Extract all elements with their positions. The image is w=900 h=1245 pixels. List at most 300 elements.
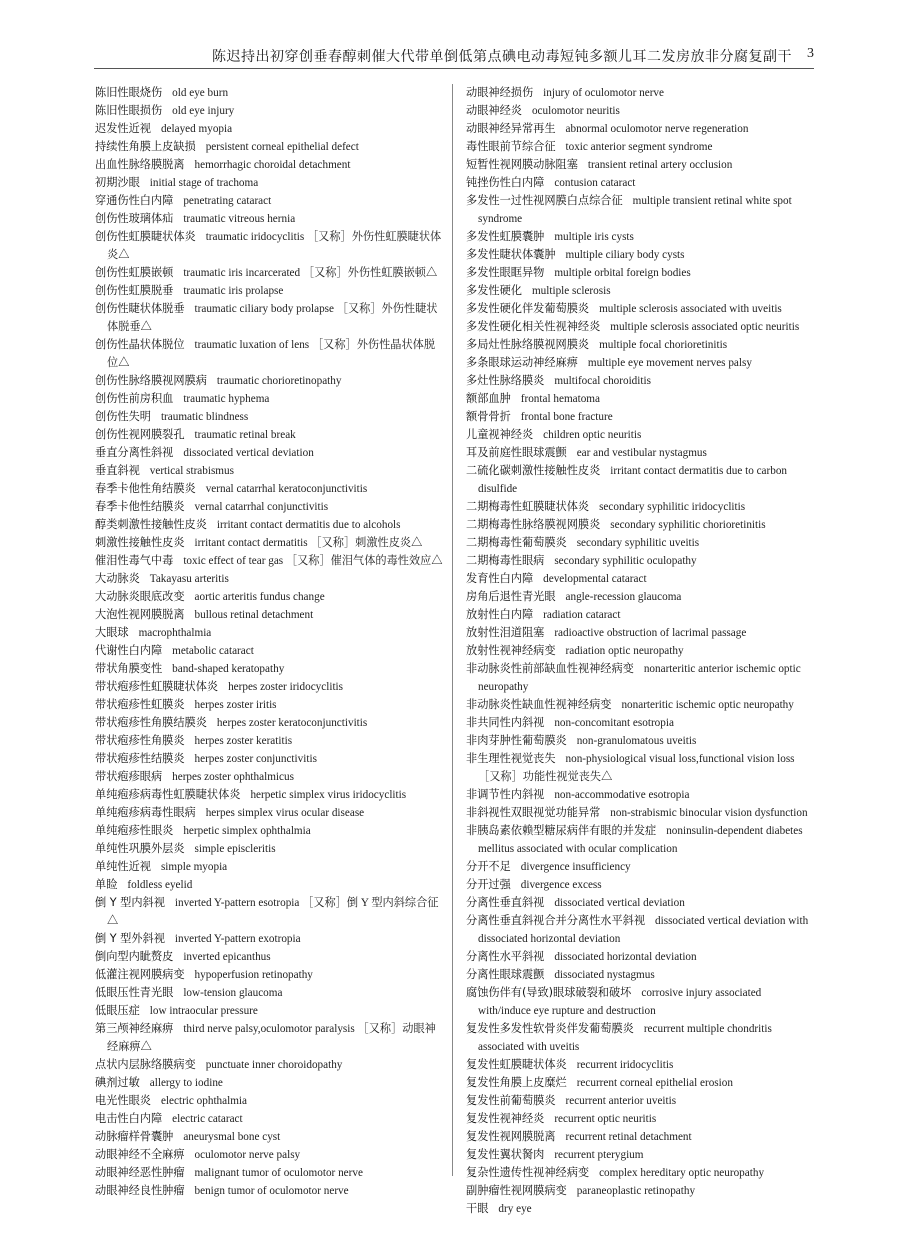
glossary-entry xyxy=(95,498,445,516)
english-term: hemorrhagic choroidal detachment xyxy=(194,159,351,171)
chinese-term: 多发性硬化伴发葡萄膜炎 xyxy=(466,302,590,315)
chinese-term: 非肉芽肿性葡萄膜炎 xyxy=(466,734,567,747)
english-term: traumatic iris incarcerated ［又称］外伤性虹膜嵌顿△ xyxy=(183,267,438,279)
chinese-term: 创伤性前房积血 xyxy=(95,392,174,405)
english-term: radioactive obstruction of lacrimal passage xyxy=(554,627,747,639)
glossary-entry xyxy=(95,1146,445,1164)
english-term: abnormal oculomotor nerve regeneration xyxy=(565,123,749,135)
english-term: divergence insufficiency xyxy=(520,861,631,873)
chinese-term: 额骨骨折 xyxy=(466,410,511,423)
english-term: allergy to iodine xyxy=(149,1077,223,1089)
chinese-term: 动眼神经损伤 xyxy=(466,86,534,99)
chinese-term: 放射性视神经病变 xyxy=(466,644,556,657)
chinese-term: 二期梅毒性眼病 xyxy=(466,554,545,567)
chinese-term: 低眼压性青光眼 xyxy=(95,986,174,999)
glossary-entry xyxy=(466,642,816,660)
english-term: electric ophthalmia xyxy=(160,1095,247,1107)
english-term: herpes zoster conjunctivitis xyxy=(194,753,317,765)
chinese-term: 创伤性脉络膜视网膜病 xyxy=(95,374,207,387)
glossary-entry xyxy=(466,912,816,948)
glossary-entry xyxy=(95,966,445,984)
chinese-term: 分离性垂直斜视 xyxy=(466,896,545,909)
glossary-entry xyxy=(466,138,816,156)
english-term: old eye burn xyxy=(172,87,229,99)
glossary-entry xyxy=(95,876,445,894)
chinese-term: 复发性视网膜脱离 xyxy=(466,1130,556,1143)
chinese-term: 醇类刺激性接触性皮炎 xyxy=(95,518,207,531)
glossary-entry xyxy=(466,876,816,894)
glossary-entry xyxy=(95,606,445,624)
glossary-entry xyxy=(95,804,445,822)
english-term: low intraocular pressure xyxy=(149,1005,258,1017)
glossary-entry xyxy=(466,714,816,732)
glossary-entry xyxy=(95,102,445,120)
english-term: recurrent retinal detachment xyxy=(565,1131,692,1143)
chinese-term: 儿童视神经炎 xyxy=(466,428,534,441)
english-term: multiple transient retinal white spot syndrome xyxy=(478,195,792,225)
glossary-entry xyxy=(466,102,816,120)
glossary-entry xyxy=(95,408,445,426)
glossary-entry xyxy=(466,300,816,318)
english-term: irritant contact dermatitis ［又称］刺激性皮炎△ xyxy=(194,537,423,549)
chinese-term: 刺激性接触性皮炎 xyxy=(95,536,185,549)
english-term: herpes zoster keratitis xyxy=(194,735,293,747)
glossary-entry xyxy=(95,192,445,210)
english-term: secondary syphilitic chorioretinitis xyxy=(610,519,766,531)
glossary-entry xyxy=(466,174,816,192)
english-term: traumatic luxation of lens ［又称］外伤性晶状体脱位△ xyxy=(107,339,436,369)
glossary-entry xyxy=(95,372,445,390)
chinese-term: 复发性翼状胬肉 xyxy=(466,1148,545,1161)
glossary-entry xyxy=(466,750,816,786)
chinese-term: 穿通伤性白内障 xyxy=(95,194,174,207)
chinese-term: 短暂性视网膜动脉阻塞 xyxy=(466,158,578,171)
chinese-term: 单纯疱疹病毒性眼病 xyxy=(95,806,196,819)
glossary-entry xyxy=(95,1164,445,1182)
english-term: angle-recession glaucoma xyxy=(565,591,682,603)
chinese-term: 多发性硬化相关性视神经炎 xyxy=(466,320,601,333)
glossary-entry xyxy=(95,282,445,300)
glossary-entry xyxy=(466,264,816,282)
chinese-term: 多灶性脉络膜炎 xyxy=(466,374,545,387)
glossary-entry xyxy=(95,750,445,768)
glossary-entry xyxy=(95,1182,445,1200)
glossary-entry xyxy=(95,984,445,1002)
chinese-term: 干眼 xyxy=(466,1202,489,1215)
glossary-entry xyxy=(95,1092,445,1110)
english-term: recurrent iridocyclitis xyxy=(576,1059,674,1071)
chinese-term: 复发性前葡萄膜炎 xyxy=(466,1094,556,1107)
glossary-entry xyxy=(466,516,816,534)
glossary-entry xyxy=(466,624,816,642)
english-term: children optic neuritis xyxy=(543,429,642,441)
glossary-entry xyxy=(466,1074,816,1092)
chinese-term: 低眼压症 xyxy=(95,1004,140,1017)
chinese-term: 二期梅毒性脉络膜视网膜炎 xyxy=(466,518,601,531)
glossary-entry xyxy=(95,462,445,480)
english-term: nonarteritic ischemic optic neuropathy xyxy=(621,699,794,711)
english-term: developmental cataract xyxy=(543,573,647,585)
chinese-term: 垂直分离性斜视 xyxy=(95,446,174,459)
glossary-entry xyxy=(95,948,445,966)
chinese-term: 复发性多发性软骨炎伴发葡萄膜炎 xyxy=(466,1022,634,1035)
english-term: non-concomitant esotropia xyxy=(554,717,674,729)
chinese-term: 分离性垂直斜视合并分离性水平斜视 xyxy=(466,914,646,927)
chinese-term: 倒向型内眦赘皮 xyxy=(95,950,174,963)
english-term: multiple orbital foreign bodies xyxy=(554,267,691,279)
english-term: toxic anterior segment syndrome xyxy=(565,141,713,153)
english-term: dissociated nystagmus xyxy=(554,969,655,981)
glossary-entry xyxy=(95,480,445,498)
glossary-entry xyxy=(466,282,816,300)
english-term: irritant contact dermatitis due to alcohols xyxy=(216,519,401,531)
english-term: hypoperfusion retinopathy xyxy=(194,969,313,981)
chinese-term: 二期梅毒性葡萄膜炎 xyxy=(466,536,567,549)
glossary-entry xyxy=(466,786,816,804)
english-term: benign tumor of oculomotor nerve xyxy=(194,1185,349,1197)
chinese-term: 多条眼球运动神经麻痹 xyxy=(466,356,578,369)
english-term: traumatic ciliary body prolapse ［又称］外伤性睫状体脱垂△ xyxy=(107,303,438,333)
chinese-term: 带状疱疹眼病 xyxy=(95,770,163,783)
english-term: simple episcleritis xyxy=(194,843,276,855)
chinese-term: 非调节性内斜视 xyxy=(466,788,545,801)
glossary-entry xyxy=(95,84,445,102)
glossary-entry xyxy=(95,1074,445,1092)
chinese-term: 迟发性近视 xyxy=(95,122,151,135)
english-term: ear and vestibular nystagmus xyxy=(576,447,707,459)
english-term: dry eye xyxy=(498,1203,532,1215)
english-term: recurrent pterygium xyxy=(554,1149,644,1161)
chinese-term: 创伤性虹膜嵌顿 xyxy=(95,266,174,279)
chinese-term: 带状疱疹性虹膜睫状体炎 xyxy=(95,680,219,693)
chinese-term: 非斜视性双眼视觉功能异常 xyxy=(466,806,601,819)
chinese-term: 单纯疱疹性眼炎 xyxy=(95,824,174,837)
glossary-entry xyxy=(466,822,816,858)
glossary-entry xyxy=(95,156,445,174)
glossary-entry xyxy=(466,1110,816,1128)
chinese-term: 碘剂过敏 xyxy=(95,1076,140,1089)
chinese-term: 非生理性视觉丧失 xyxy=(466,752,556,765)
english-term: foldless eyelid xyxy=(127,879,193,891)
chinese-term: 动眼神经恶性肿瘤 xyxy=(95,1166,185,1179)
english-term: multiple sclerosis associated optic neuritis xyxy=(610,321,800,333)
chinese-term: 钝挫伤性白内障 xyxy=(466,176,545,189)
english-term: oculomotor nerve palsy xyxy=(194,1149,301,1161)
glossary-entry xyxy=(95,624,445,642)
glossary-entry xyxy=(95,210,445,228)
glossary-entry xyxy=(466,984,816,1020)
chinese-term: 电击性白内障 xyxy=(95,1112,163,1125)
english-term: multiple iris cysts xyxy=(554,231,634,243)
chinese-term: 非共同性内斜视 xyxy=(466,716,545,729)
chinese-term: 动眼神经良性肿瘤 xyxy=(95,1184,185,1197)
chinese-term: 房角后退性青光眼 xyxy=(466,590,556,603)
glossary-entry xyxy=(95,300,445,336)
english-term: dissociated vertical deviation with dissociated horizontal deviation xyxy=(478,915,809,945)
english-term: toxic effect of tear gas ［又称］催泪气体的毒性效应△ xyxy=(183,555,443,567)
english-term: secondary syphilitic uveitis xyxy=(576,537,700,549)
chinese-term: 出血性脉络膜脱离 xyxy=(95,158,185,171)
chinese-term: 复发性视神经炎 xyxy=(466,1112,545,1125)
english-term: delayed myopia xyxy=(160,123,233,135)
chinese-term: 二期梅毒性虹膜睫状体炎 xyxy=(466,500,590,513)
glossary-entry xyxy=(466,192,816,228)
glossary-entry xyxy=(466,732,816,750)
chinese-term: 带状疱疹性虹膜炎 xyxy=(95,698,185,711)
chinese-term: 单睑 xyxy=(95,878,118,891)
chinese-term: 动眼神经不全麻痹 xyxy=(95,1148,185,1161)
english-term: herpes zoster keratoconjunctivitis xyxy=(216,717,368,729)
glossary-entry xyxy=(95,930,445,948)
glossary-entry xyxy=(95,516,445,534)
glossary-entry xyxy=(95,264,445,282)
english-term: traumatic chorioretinopathy xyxy=(216,375,342,387)
glossary-entry xyxy=(95,174,445,192)
glossary-entry xyxy=(95,336,445,372)
glossary-entry xyxy=(466,1056,816,1074)
glossary-entry xyxy=(95,552,445,570)
glossary-entry xyxy=(95,696,445,714)
english-term: dissociated vertical deviation xyxy=(554,897,685,909)
glossary-entry xyxy=(466,426,816,444)
glossary-entry xyxy=(95,840,445,858)
glossary-entry xyxy=(95,390,445,408)
glossary-entry xyxy=(95,444,445,462)
glossary-entry xyxy=(466,1146,816,1164)
english-term: multiple eye movement nerves palsy xyxy=(587,357,752,369)
glossary-entry xyxy=(95,1020,445,1056)
chinese-term: 额部血肿 xyxy=(466,392,511,405)
chinese-term: 低灌注视网膜病变 xyxy=(95,968,185,981)
chinese-term: 多发性眼眶异物 xyxy=(466,266,545,279)
chinese-term: 春季卡他性角结膜炎 xyxy=(95,482,196,495)
english-term: recurrent multiple chondritis associated with uveitis xyxy=(478,1023,772,1053)
glossary-entry xyxy=(466,804,816,822)
english-term: aortic arteritis fundus change xyxy=(194,591,325,603)
english-term: multiple ciliary body cysts xyxy=(565,249,685,261)
english-term: malignant tumor of oculomotor nerve xyxy=(194,1167,363,1179)
chinese-term: 带状疱疹性结膜炎 xyxy=(95,752,185,765)
chinese-term: 创伤性晶状体脱位 xyxy=(95,338,185,351)
glossary-entry xyxy=(95,120,445,138)
english-term: secondary syphilitic oculopathy xyxy=(554,555,697,567)
english-term: band-shaped keratopathy xyxy=(172,663,285,675)
glossary-entry xyxy=(95,1002,445,1020)
right-column xyxy=(466,84,816,1218)
chinese-term: 陈旧性眼烧伤 xyxy=(95,86,163,99)
english-term: non-accommodative esotropia xyxy=(554,789,690,801)
chinese-term: 非胰岛素依赖型糖尿病伴有眼的并发症 xyxy=(466,824,657,837)
glossary-entry xyxy=(95,426,445,444)
english-term: herpes zoster ophthalmicus xyxy=(172,771,294,783)
english-term: punctuate inner choroidopathy xyxy=(205,1059,343,1071)
glossary-entry xyxy=(95,1056,445,1074)
chinese-term: 创伤性视网膜裂孔 xyxy=(95,428,185,441)
english-term: multiple sclerosis associated with uveitis xyxy=(599,303,782,315)
glossary-entry xyxy=(466,84,816,102)
chinese-term: 带状疱疹性角膜炎 xyxy=(95,734,185,747)
glossary-entry xyxy=(466,858,816,876)
chinese-term: 二硫化碳刺激性接触性皮炎 xyxy=(466,464,601,477)
english-term: traumatic iris prolapse xyxy=(183,285,284,297)
chinese-term: 分开不足 xyxy=(466,860,511,873)
glossary-entry xyxy=(466,462,816,498)
english-term: secondary syphilitic iridocyclitis xyxy=(599,501,746,513)
english-term: recurrent anterior uveitis xyxy=(565,1095,677,1107)
english-term: persistent corneal epithelial defect xyxy=(205,141,359,153)
glossary-entry xyxy=(466,660,816,696)
chinese-term: 垂直斜视 xyxy=(95,464,140,477)
glossary-entry xyxy=(95,678,445,696)
chinese-term: 点状内层脉络膜病变 xyxy=(95,1058,196,1071)
chinese-term: 复杂性遗传性视神经病变 xyxy=(466,1166,590,1179)
chinese-term: 大动脉炎 xyxy=(95,572,140,585)
glossary-entry xyxy=(466,570,816,588)
english-term: bullous retinal detachment xyxy=(194,609,314,621)
running-header xyxy=(94,44,814,69)
chinese-term: 持续性角膜上皮缺损 xyxy=(95,140,196,153)
chinese-term: 创伤性睫状体脱垂 xyxy=(95,302,185,315)
chinese-term: 多局灶性脉络膜视网膜炎 xyxy=(466,338,590,351)
glossary-entry xyxy=(466,534,816,552)
english-term: Takayasu arteritis xyxy=(149,573,229,585)
english-term: radiation optic neuropathy xyxy=(565,645,684,657)
chinese-term: 带状角膜变性 xyxy=(95,662,163,675)
english-term: dissociated horizontal deviation xyxy=(554,951,697,963)
glossary-entry xyxy=(466,156,816,174)
english-term: recurrent corneal epithelial erosion xyxy=(576,1077,733,1089)
english-term: radiation cataract xyxy=(543,609,621,621)
chinese-term: 创伤性虹膜脱垂 xyxy=(95,284,174,297)
chinese-term: 副肿瘤性视网膜病变 xyxy=(466,1184,567,1197)
glossary-entry xyxy=(95,534,445,552)
english-term: injury of oculomotor nerve xyxy=(543,87,664,99)
chinese-term: 复发性虹膜睫状体炎 xyxy=(466,1058,567,1071)
english-term: traumatic vitreous hernia xyxy=(183,213,296,225)
chinese-term: 发育性白内障 xyxy=(466,572,534,585)
english-term: herpetic simplex virus iridocyclitis xyxy=(250,789,407,801)
chinese-term: 分离性水平斜视 xyxy=(466,950,545,963)
english-term: contusion cataract xyxy=(554,177,636,189)
glossary-entry xyxy=(95,714,445,732)
chinese-term: 创伤性虹膜睫状体炎 xyxy=(95,230,196,243)
page-number: 3 xyxy=(807,46,814,61)
chinese-term: 第三颅神经麻痹 xyxy=(95,1022,174,1035)
chinese-term: 倒 Y 型内斜视 xyxy=(95,896,165,909)
chinese-term: 大动脉炎眼底改变 xyxy=(95,590,185,603)
glossary-entry xyxy=(466,246,816,264)
english-term: penetrating cataract xyxy=(183,195,272,207)
glossary-entry xyxy=(466,606,816,624)
english-term: low-tension glaucoma xyxy=(183,987,283,999)
chinese-term: 分开过强 xyxy=(466,878,511,891)
english-term: traumatic hyphema xyxy=(183,393,270,405)
glossary-entry xyxy=(466,1200,816,1218)
english-term: vertical strabismus xyxy=(149,465,234,477)
english-term: irritant contact dermatitis due to carbon disulfide xyxy=(478,465,788,495)
english-term: noninsulin-dependent diabetes mellitus associated with ocular complication xyxy=(478,825,803,855)
chinese-term: 倒 Y 型外斜视 xyxy=(95,932,165,945)
glossary-entry xyxy=(466,1182,816,1200)
english-term: corrosive injury associated with/induce eye rupture and destruction xyxy=(478,987,762,1017)
english-term: complex hereditary optic neuropathy xyxy=(599,1167,765,1179)
glossary-entry xyxy=(466,228,816,246)
header-title: 陈迟持出初穿创垂春醇刺催大代带单倒低第点碘电动毒短钝多额儿耳二发房放非分腐复副干 xyxy=(212,49,792,65)
glossary-entry xyxy=(95,768,445,786)
chinese-term: 放射性白内障 xyxy=(466,608,534,621)
glossary-entry xyxy=(95,138,445,156)
glossary-entry xyxy=(466,354,816,372)
glossary-entry xyxy=(466,696,816,714)
english-term: oculomotor neuritis xyxy=(531,105,620,117)
glossary-entry xyxy=(95,858,445,876)
glossary-entry xyxy=(95,660,445,678)
english-term: non-strabismic binocular vision dysfunction xyxy=(610,807,808,819)
glossary-entry xyxy=(95,1110,445,1128)
glossary-entry xyxy=(95,570,445,588)
chinese-term: 初期沙眼 xyxy=(95,176,140,189)
chinese-term: 创伤性玻璃体疝 xyxy=(95,212,174,225)
chinese-term: 动眼神经异常再生 xyxy=(466,122,556,135)
chinese-term: 多发性一过性视网膜白点综合征 xyxy=(466,194,623,207)
english-term: traumatic blindness xyxy=(160,411,249,423)
english-term: nonarteritic anterior ischemic optic neuropathy xyxy=(478,663,801,693)
english-term: paraneoplastic retinopathy xyxy=(576,1185,696,1197)
english-term: frontal bone fracture xyxy=(520,411,613,423)
glossary-entry xyxy=(466,498,816,516)
english-term: simple myopia xyxy=(160,861,228,873)
chinese-term: 多发性虹膜囊肿 xyxy=(466,230,545,243)
glossary-entry xyxy=(466,408,816,426)
chinese-term: 放射性泪道阻塞 xyxy=(466,626,545,639)
glossary-entry xyxy=(466,948,816,966)
chinese-term: 毒性眼前节综合征 xyxy=(466,140,556,153)
chinese-term: 大泡性视网膜脱离 xyxy=(95,608,185,621)
glossary-entry xyxy=(95,1128,445,1146)
english-term: inverted epicanthus xyxy=(183,951,271,963)
chinese-term: 动眼神经炎 xyxy=(466,104,522,117)
left-column xyxy=(95,84,445,1200)
chinese-term: 单纯性巩膜外层炎 xyxy=(95,842,185,855)
english-term: multiple sclerosis xyxy=(531,285,611,297)
glossary-entry xyxy=(95,228,445,264)
glossary-entry xyxy=(466,552,816,570)
english-term: old eye injury xyxy=(172,105,235,117)
glossary-entry xyxy=(466,1020,816,1056)
english-term: macrophthalmia xyxy=(138,627,212,639)
english-term: third nerve palsy,oculomotor paralysis ［又称］动眼神经麻痹△ xyxy=(107,1023,436,1053)
column-divider xyxy=(452,84,453,1176)
glossary-entry xyxy=(466,336,816,354)
chinese-term: 非动脉炎性缺血性视神经病变 xyxy=(466,698,612,711)
english-term: frontal hematoma xyxy=(520,393,600,405)
chinese-term: 春季卡他性结膜炎 xyxy=(95,500,185,513)
chinese-term: 耳及前庭性眼球震颤 xyxy=(466,446,567,459)
glossary-entry xyxy=(95,732,445,750)
chinese-term: 单纯性近视 xyxy=(95,860,151,873)
chinese-term: 动脉瘤样骨囊肿 xyxy=(95,1130,174,1143)
english-term: herpes zoster iridocyclitis xyxy=(228,681,344,693)
english-term: vernal catarrhal conjunctivitis xyxy=(194,501,329,513)
english-term: inverted Y-pattern exotropia xyxy=(174,933,301,945)
chinese-term: 分离性眼球震颤 xyxy=(466,968,545,981)
english-term: traumatic iridocyclitis ［又称］外伤性虹膜睫状体炎△ xyxy=(107,231,442,261)
english-term: herpes zoster iritis xyxy=(194,699,277,711)
chinese-term: 带状疱疹性角膜结膜炎 xyxy=(95,716,207,729)
english-term: non-granulomatous uveitis xyxy=(576,735,697,747)
glossary-entry xyxy=(466,372,816,390)
chinese-term: 电光性眼炎 xyxy=(95,1094,151,1107)
